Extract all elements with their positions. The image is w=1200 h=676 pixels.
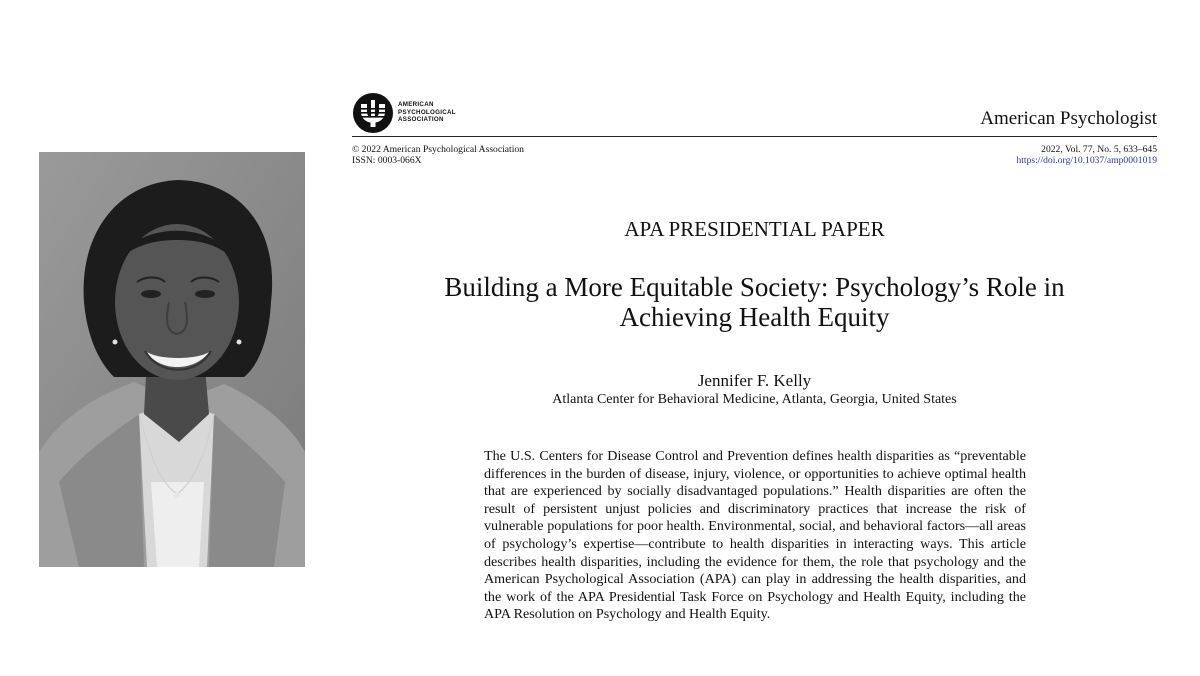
meta-right [1016, 145, 1157, 166]
header-rule [352, 136, 1157, 137]
logo-line: PSYCHOLOGICAL [398, 108, 456, 116]
journal-header [352, 92, 1157, 136]
author-portrait [39, 152, 305, 567]
paper-title [352, 272, 1157, 332]
title-line-1: Building a More Equitable Society: Psychology’s Role in [444, 272, 1065, 302]
logo-line: ASSOCIATION [398, 116, 444, 124]
doi-link[interactable]: https://doi.org/10.1037/amp0001019 [1016, 154, 1157, 166]
apa-logo [352, 92, 394, 134]
meta-left [352, 145, 524, 166]
issn-line: ISSN: 0003-066X [352, 154, 422, 166]
apa-logo-text [398, 101, 456, 124]
abstract-text: The U.S. Centers for Disease Control and Prevention defines health disparities as “preventable differences in the burden of disease, injury, violence, or opportunities to achieve optimal health that are experienced by socially disadvantaged populations.” Health disparities are often the result of persistent unjust policies and discriminatory practices that increase the risk of vulnerable populations for poor health. Environmental, social, and behavioral factors—all areas of psychology’s expertise—contribute to health disparities in interacting ways. This article describes health disparities, including the evidence for them, the role that psychology and the American Psychological Association (APA) can play in addressing the health disparities, and the work of the APA Presidential Task Force on Psychology and Health Equity, including the APA Resolution on Psychology and Health Equity. [484, 448, 1026, 623]
author-affiliation: Atlanta Center for Behavioral Medicine, Atlanta, Georgia, United States [552, 392, 957, 407]
copyright-line: © 2022 American Psychological Association [352, 144, 524, 155]
author-name: Jennifer F. Kelly [697, 371, 812, 390]
paper-type-heading: APA PRESIDENTIAL PAPER [624, 217, 885, 241]
logo-line: AMERICAN [398, 101, 434, 108]
journal-name: American Psychologist [980, 108, 1157, 129]
title-line-2: Achieving Health Equity [619, 302, 890, 332]
citation-line: 2022, Vol. 77, No. 5, 633–645 [1041, 144, 1157, 155]
